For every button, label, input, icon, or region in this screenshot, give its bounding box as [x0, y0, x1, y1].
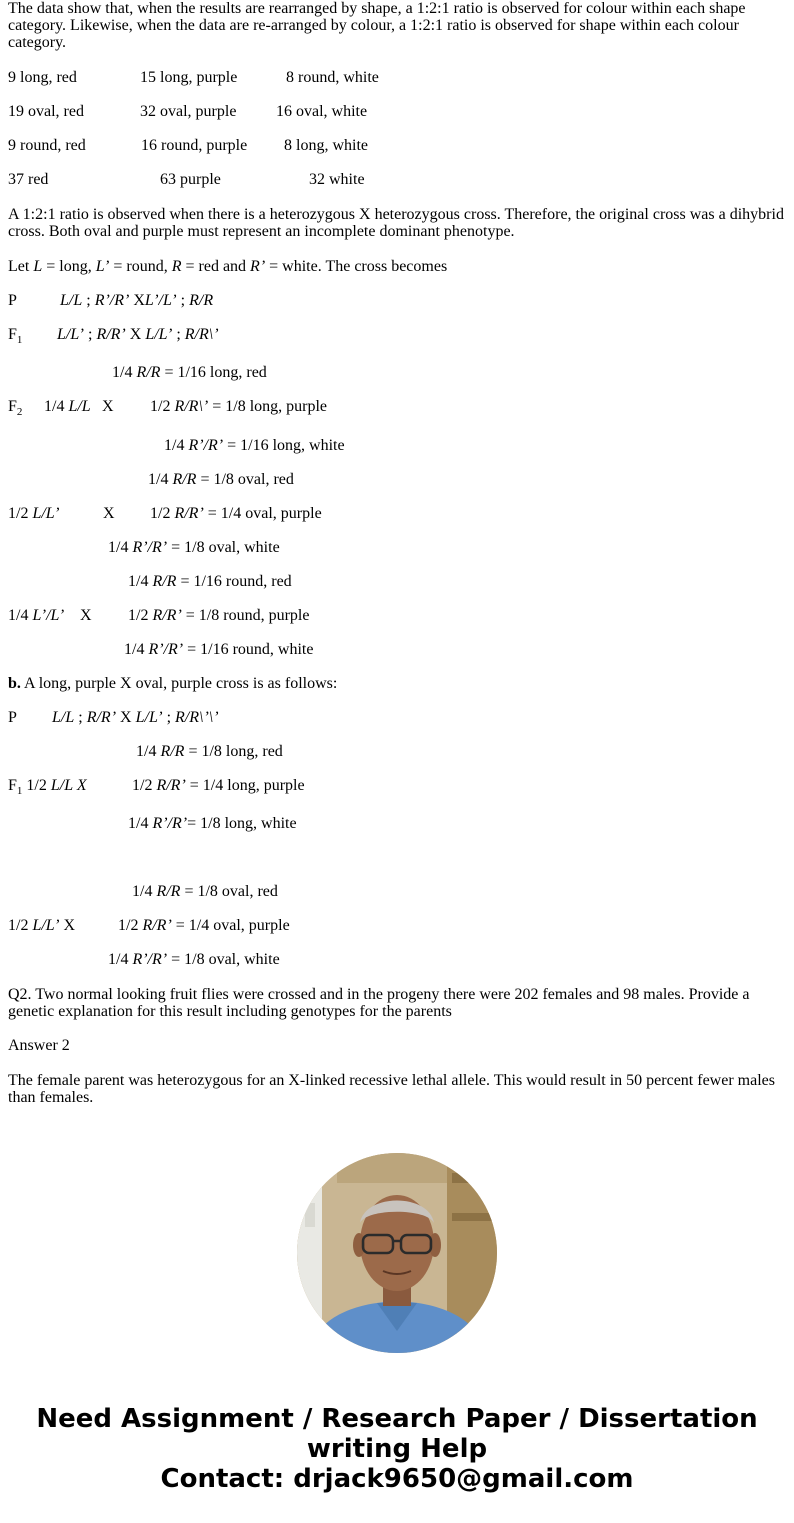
cross-symbol: X: [103, 505, 115, 522]
fb-genotype: 1/2 L/L’ X: [8, 917, 75, 934]
f2-result-line: 1/2 R/R’ = 1/8 round, purple: [128, 607, 310, 624]
f2-genotype: 1/4 L/L: [44, 398, 91, 415]
f2-result-line: 1/4 R/R = 1/16 long, red: [112, 364, 267, 381]
p-generation-label: P: [8, 709, 17, 726]
fb-result-line: 1/4 R/R = 1/8 oval, red: [132, 883, 278, 900]
data-cell: 8 round, white: [286, 69, 379, 86]
data-cell: 16 oval, white: [276, 103, 368, 120]
footer-promo-line: Need Assignment / Research Paper / Dissertation: [36, 1404, 758, 1434]
explanation-paragraph: A 1:2:1 ratio is observed when there is a heterozygous X heterozygous cross. Therefore, the original cross was a dihybrid cross. Both oval and purple must represent an incomplete dominant phenotype.: [8, 206, 784, 240]
data-cell: 8 long, white: [284, 137, 368, 154]
cross-definition: Let L = long, L’ = round, R = red and R’ = white. The cross becomes: [8, 258, 448, 275]
person-portrait-icon: [297, 1153, 497, 1353]
data-cell: 32 white: [309, 171, 365, 188]
f2-result-line: 1/2 R/R\’ = 1/8 long, purple: [150, 398, 328, 415]
footer-promo-line: writing Help: [306, 1434, 488, 1464]
data-cell: 19 oval, red: [8, 103, 84, 120]
pb-cross: L/L ; R/R’ X L/L’ ; R/R\’\’: [52, 709, 219, 726]
cross-symbol: X: [80, 607, 92, 624]
f2-result-line: 1/4 R’/R’ = 1/8 oval, white: [108, 539, 280, 556]
f2-result-line: 1/4 R/R = 1/8 oval, red: [148, 471, 294, 488]
data-cell: 37 red: [8, 171, 49, 188]
data-cell: 63 purple: [160, 171, 221, 188]
data-cell: 15 long, purple: [140, 69, 238, 86]
intro-paragraph: The data show that, when the results are rearranged by shape, a 1:2:1 ratio is observed for colour within each shape category. Likewise, when the data are re-arranged by colour, a 1:2:1 ratio is observed for shape within each colour category.: [8, 0, 746, 51]
data-cell: 16 round, purple: [141, 137, 248, 154]
fb-result-line: 1/4 R/R = 1/8 long, red: [136, 743, 283, 760]
fb-result-line: 1/2 R/R’ = 1/4 oval, purple: [118, 917, 290, 934]
fb-result-line: 1/4 R’/R’ = 1/8 oval, white: [108, 951, 280, 968]
p-generation-label: P: [8, 292, 17, 309]
f2-result-line: 1/4 R’/R’ = 1/16 round, white: [124, 641, 314, 658]
f2-result-line: 1/2 R/R’ = 1/4 oval, purple: [150, 505, 322, 522]
author-avatar: [297, 1153, 497, 1353]
cross-symbol: X: [102, 398, 114, 415]
fb-generation-label: $F_1$ 1/2 L/L X: [8, 777, 87, 797]
f2-result-line: 1/4 R’/R’ = 1/16 long, white: [164, 437, 345, 454]
f2-genotype: 1/4 L’/L’: [8, 607, 65, 624]
data-cell: 9 round, red: [8, 137, 86, 154]
p-cross: L/L ; R’/R’ XL’/L’ ; R/R: [60, 292, 214, 309]
f2-generation-label: $F_2$: [8, 398, 23, 418]
f2-result-line: 1/4 R/R = 1/16 round, red: [128, 573, 292, 590]
answer-text: The female parent was heterozygous for an X-linked recessive lethal allele. This would result in 50 percent fewer males than females.: [8, 1072, 775, 1106]
fb-result-line: 1/2 R/R’ = 1/4 long, purple: [132, 777, 305, 794]
data-cell: 32 oval, purple: [140, 103, 237, 120]
footer-contact: Contact: drjack9650@gmail.com: [160, 1464, 634, 1494]
fb-result-line: 1/4 R’/R’= 1/8 long, white: [128, 815, 297, 832]
f2-genotype: 1/2 L/L’: [8, 505, 60, 522]
answer-label: Answer 2: [8, 1037, 70, 1054]
f1-cross: L/L’ ; R/R’ X L/L’ ; R/R\’: [57, 326, 219, 343]
part-b-heading: b. A long, purple X oval, purple cross is as follows:: [8, 675, 338, 692]
f1-generation-label: $F_1$: [8, 326, 23, 346]
data-cell: 9 long, red: [8, 69, 77, 86]
question-2: Q2. Two normal looking fruit flies were crossed and in the progeny there were 202 females and 98 males. Provide a genetic explanation for this result including genotypes for the parents: [8, 986, 750, 1020]
